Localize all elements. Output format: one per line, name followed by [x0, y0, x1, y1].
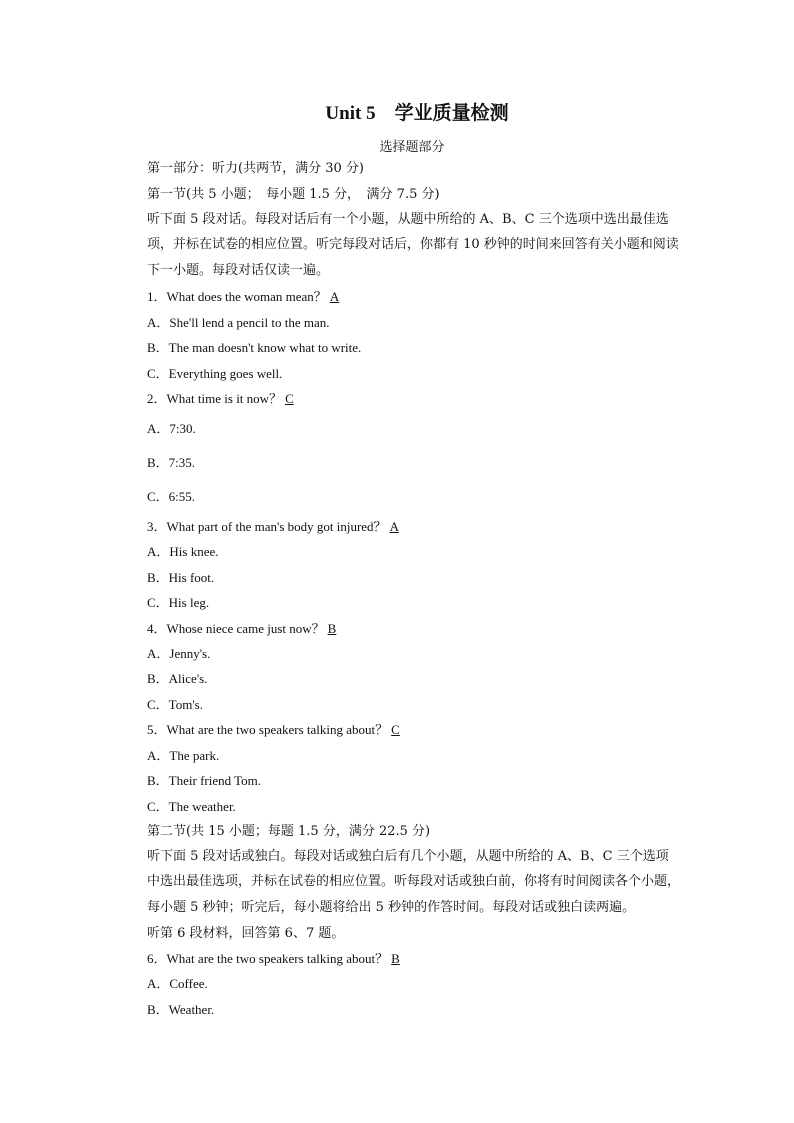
option-c: C．His leg.	[147, 595, 210, 610]
page-title: Unit 5 学业质量检测	[325, 103, 509, 124]
instructions-text: 听下面 5 段对话。每段对话后有一个小题，从题中所给的 A、B、C 三个选项中选出最佳选项，并标在试卷的相应位置。听完每段对话后，你都有 10 秒钟的时间来回答有关小题和阅读下一小题。每段对话仅读一遍。	[147, 212, 679, 278]
question-text: What are the two speakers talking about？	[166, 722, 389, 737]
page-subtitle: 选择题部分	[379, 140, 445, 155]
option-c: C．Everything goes well.	[147, 366, 283, 381]
question-6	[147, 950, 403, 968]
answer-blank: A	[329, 289, 340, 304]
section2-heading: 第二节(共 15 小题；每题 1.5 分，满分 22.5 分)	[147, 824, 431, 839]
option-b: B．Their friend Tom.	[147, 773, 262, 788]
answer-blank: A	[389, 519, 399, 534]
option-a: A．Jenny's.	[147, 646, 211, 661]
question-text: What part of the man's body got injured？	[166, 519, 387, 534]
material-6-heading: 听第 6 段材料，回答第 6、7 题。	[147, 926, 345, 941]
option-c: C．Tom's.	[147, 697, 203, 712]
question-text: Whose niece came just now？	[166, 621, 325, 636]
option-c: C．6:55.	[147, 489, 196, 504]
option-c: C．The weather.	[147, 799, 236, 814]
question-1	[147, 288, 342, 306]
option-a: A．7:30.	[147, 421, 196, 436]
question-number: 6．	[147, 951, 167, 966]
answer-blank: C	[391, 722, 400, 737]
answer-blank: B	[327, 621, 337, 636]
section2-instructions	[120, 844, 680, 920]
question-3	[147, 518, 402, 536]
option-b: B．7:35.	[147, 455, 196, 470]
answer-blank: B	[391, 951, 400, 966]
part1-heading: 第一部分：听力(共两节，满分 30 分)	[147, 161, 364, 176]
section1-instructions	[120, 207, 680, 283]
option-a: A．The park.	[147, 748, 220, 763]
instructions-text: 听下面 5 段对话或独白。每段对话或独白后有几个小题，从题中所给的 A、B、C 三个选项中选出最佳选项，并标在试卷的相应位置。听每段对话或独白前，你将有时间阅读各个小题，每小题 5 秒钟；听完后，每小题将给出 5 秒钟的作答时间。每段对话或独白读两遍。	[147, 849, 681, 915]
option-b: B．His foot.	[147, 570, 215, 585]
question-number: 4．	[147, 621, 167, 636]
option-b: B．The man doesn't know what to write.	[147, 340, 362, 355]
option-b: B．Weather.	[147, 1002, 215, 1017]
question-text: What are the two speakers talking about？	[166, 951, 389, 966]
question-4	[147, 620, 339, 638]
option-a: A．She'll lend a pencil to the man.	[147, 315, 330, 330]
option-a: A．Coffee.	[147, 976, 208, 991]
question-text: What time is it now？	[166, 391, 283, 406]
question-number: 5．	[147, 722, 167, 737]
section1-heading: 第一节(共 5 小题； 每小题 1.5 分， 满分 7.5 分)	[147, 187, 440, 202]
question-number: 1．	[147, 289, 167, 304]
question-number: 2．	[147, 391, 167, 406]
answer-blank: C	[285, 391, 294, 406]
question-5	[147, 721, 403, 739]
option-b: B．Alice's.	[147, 671, 208, 686]
option-a: A．His knee.	[147, 544, 219, 559]
question-text: What does the woman mean？	[166, 289, 327, 304]
question-2	[147, 390, 297, 408]
question-number: 3．	[147, 519, 167, 534]
